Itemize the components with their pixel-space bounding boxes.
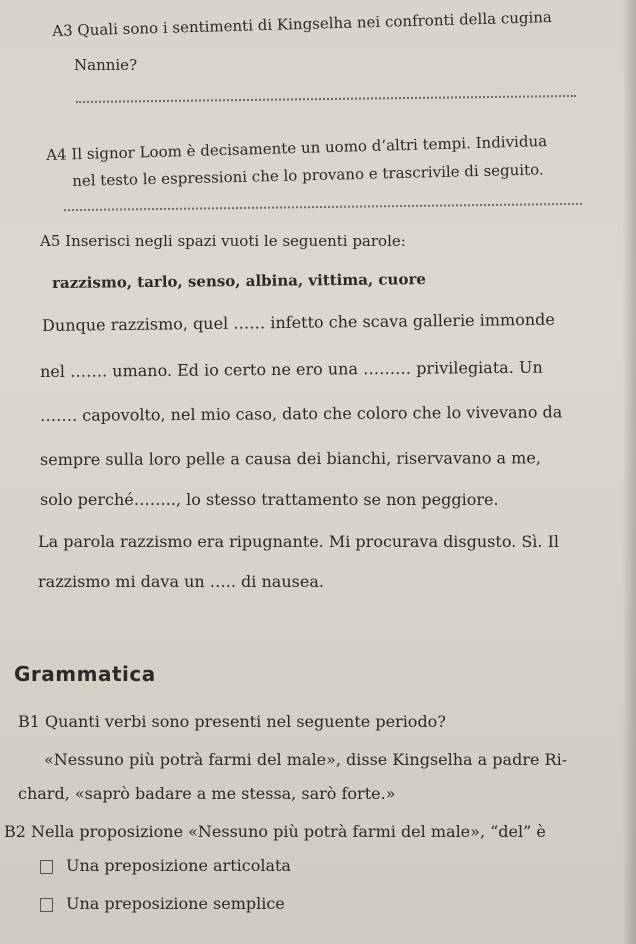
quote-line-2: chard, «saprò badare a me stessa, sarò forte.»	[18, 784, 396, 803]
question-a3-line1: A3 Quali sono i sentimenti di Kingselha nei confronti della cugina	[52, 8, 553, 40]
option-label: Una preposizione semplice	[66, 894, 285, 913]
question-b1: B1 Quanti verbi sono presenti nel seguente periodo?	[18, 712, 446, 731]
question-a4-line1: A4 Il signor Loom è decisamente un uomo d’altri tempi. Individua	[46, 132, 548, 164]
checkbox-icon[interactable]	[40, 860, 53, 874]
answer-line-a4[interactable]	[64, 203, 582, 211]
question-a4-line2: nel testo le espressioni che lo provano e trascrivile di seguito.	[72, 160, 544, 190]
page-edge-shadow	[622, 0, 636, 944]
fill-text-line: nel ……. umano. Ed io certo ne ero una ……… privilegiata. Un	[40, 357, 543, 381]
fill-text-line: razzismo mi dava un ….. di nausea.	[38, 572, 324, 591]
question-b2: B2 Nella proposizione «Nessuno più potrà farmi del male», “del” è	[4, 822, 546, 841]
quote-line-1: «Nessuno più potrà farmi del male», disse Kingselha a padre Ri-	[44, 750, 568, 769]
question-a3-line2: Nannie?	[74, 56, 138, 74]
fill-text-line: sempre sulla loro pelle a causa dei bianchi, riservavano a me,	[40, 448, 541, 469]
word-list: razzismo, tarlo, senso, albina, vittima, cuore	[52, 270, 426, 292]
checkbox-icon[interactable]	[40, 898, 53, 912]
fill-text-line: Dunque razzismo, quel …… infetto che scava gallerie immonde	[42, 309, 555, 335]
question-a5-instruction: A5 Inserisci negli spazi vuoti le seguenti parole:	[40, 232, 406, 250]
fill-text-line: solo perché…….., lo stesso trattamento se non peggiore.	[40, 490, 499, 509]
option-label: Una preposizione articolata	[66, 856, 291, 875]
answer-line-a3[interactable]	[76, 95, 576, 103]
section-heading-grammatica: Grammatica	[14, 662, 156, 686]
fill-text-line: ……. capovolto, nel mio caso, dato che coloro che lo vivevano da	[40, 402, 563, 425]
fill-text-line: La parola razzismo era ripugnante. Mi procurava disgusto. Sì. Il	[38, 532, 560, 551]
